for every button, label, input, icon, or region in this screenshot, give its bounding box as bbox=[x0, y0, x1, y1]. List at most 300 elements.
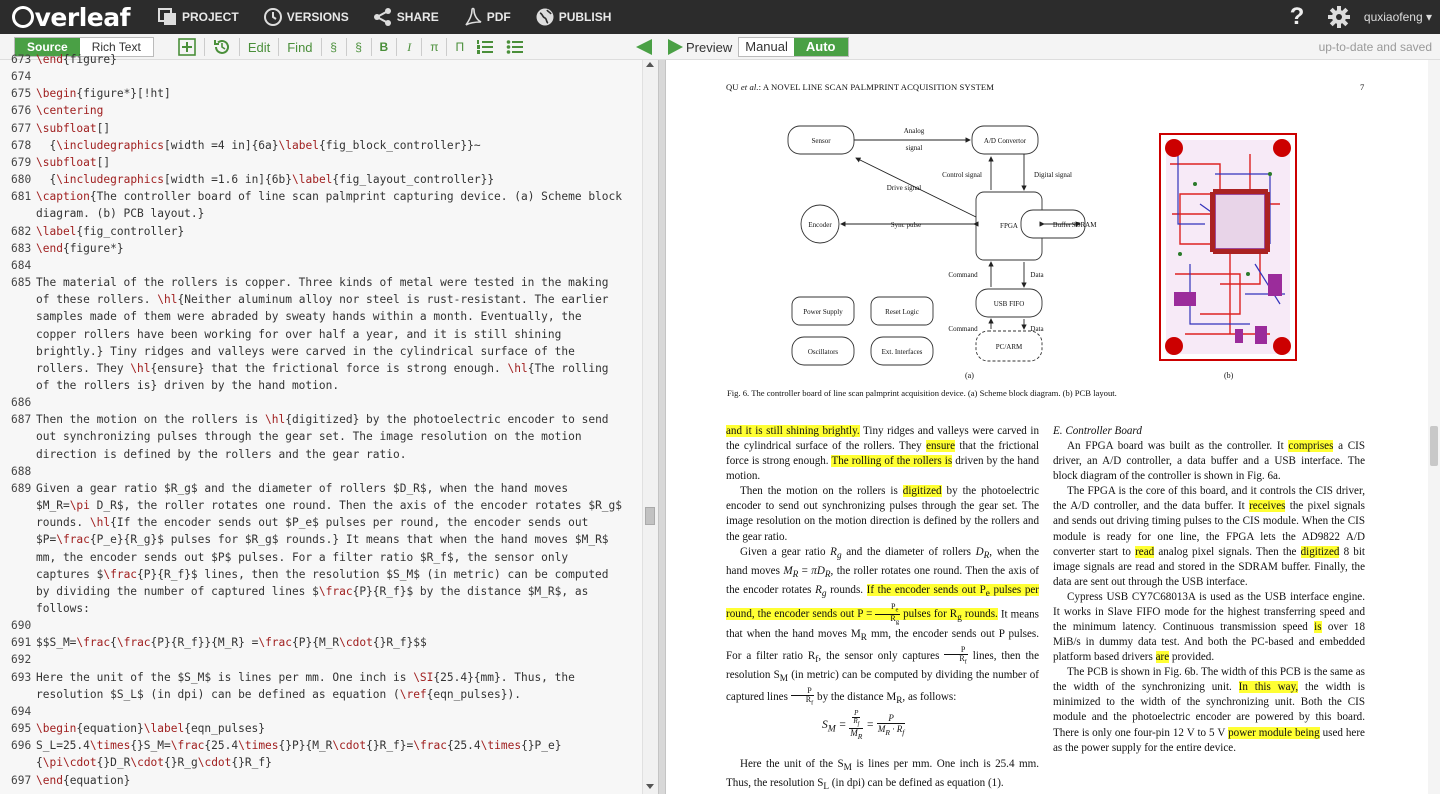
line-number bbox=[0, 549, 36, 566]
code-line[interactable] bbox=[0, 566, 640, 583]
project-icon bbox=[158, 8, 178, 26]
pdf-paragraph bbox=[1053, 439, 1365, 484]
code-text: brightly.} Tiny ridges and valleys were carved in the cylindrical surface of the bbox=[36, 344, 575, 358]
code-line[interactable] bbox=[0, 754, 640, 771]
code-text: samples made of them were abraded by sweaty hands within a month. Eventually, the bbox=[36, 310, 582, 324]
math-fraction: $\frac{P}{R_f}$ bbox=[791, 687, 815, 708]
code-line[interactable] bbox=[0, 326, 640, 343]
line-number: 682 bbox=[11, 224, 32, 238]
code-line[interactable] bbox=[0, 154, 640, 171]
figure-caption: Fig. 6. The controller board of line scan palmprint acquisition device. (a) Scheme block diagram. (b) PCB layout. bbox=[727, 388, 1117, 398]
latex-command: \end bbox=[36, 773, 63, 787]
latex-command: \frac bbox=[413, 739, 447, 753]
code-line[interactable] bbox=[0, 480, 640, 497]
line-number bbox=[0, 514, 36, 531]
code-line[interactable] bbox=[0, 617, 640, 634]
code-text: mm, the encoder sends out $P$ pulses. For a filter ratio $R_f$, the sensor only bbox=[36, 550, 569, 564]
latex-command: \includegraphics bbox=[56, 138, 165, 152]
pdf-paragraph bbox=[1053, 484, 1365, 590]
code-text: follows: bbox=[36, 602, 90, 615]
pdf-text: (in dpi) can be defined as equation (1). bbox=[829, 777, 1004, 790]
latex-command: \frac bbox=[56, 533, 90, 547]
line-number bbox=[0, 497, 36, 514]
diagram-usb-fifo-label: USB FIFO bbox=[993, 300, 1025, 308]
latex-command: \cdot bbox=[197, 756, 232, 770]
latex-command: \label bbox=[143, 722, 185, 736]
editor-scroll-thumb[interactable] bbox=[645, 507, 655, 525]
edit-menu-button[interactable]: Edit bbox=[247, 39, 271, 55]
latex-command: \frac bbox=[170, 739, 205, 753]
publish-label: PUBLISH bbox=[558, 10, 612, 24]
code-text bbox=[36, 463, 636, 480]
pdf-text: is lines per mm. One inch is 25.4 mm. Thus, the resolution S bbox=[726, 758, 1039, 790]
project-menu-button[interactable] bbox=[146, 0, 251, 34]
code-text: rounds. \hl{If the encoder sends out $P_e$ pulses per round, the encoder sends out bbox=[36, 516, 589, 530]
gear-icon bbox=[1328, 6, 1350, 28]
line-number: 686 bbox=[11, 396, 32, 410]
diagram-adc-label: A/D Convertor bbox=[983, 137, 1027, 145]
running-head-etal: et al. bbox=[740, 82, 759, 92]
highlighted-text: digitized bbox=[1300, 545, 1340, 558]
line-number: 677 bbox=[11, 121, 32, 135]
line-number: 676 bbox=[11, 104, 32, 118]
line-number: 688 bbox=[11, 464, 32, 478]
latex-command: \cdot bbox=[339, 636, 373, 650]
latex-command: \hl bbox=[157, 293, 178, 307]
diagram-signal-label: signal bbox=[905, 144, 923, 152]
line-number bbox=[0, 360, 36, 377]
code-text: $P=\frac{P_e}{R_g}$ pulses for $R_g$ rounds.} It means that when the hand moves $M_R$ bbox=[36, 533, 609, 547]
section-heading bbox=[1053, 424, 1365, 439]
code-line[interactable] bbox=[0, 205, 640, 222]
pdf-text: , when the hand moves bbox=[726, 545, 1039, 577]
pdf-text: by the photoelectric encoder to send out synchronizing pulses through the gear set. The image resolution on the motion direction is defined by the rollers and the gear ratio. bbox=[726, 485, 1039, 543]
math-text: R bbox=[815, 584, 822, 597]
pdf-text: Tiny ridges and valleys were carved in the cylindrical surface of the rollers. They bbox=[726, 425, 1039, 453]
line-number: 694 bbox=[11, 704, 32, 718]
code-text: of these rollers. \hl{Neither aluminum alloy nor steel is rust-resistant. The earlier bbox=[36, 293, 609, 307]
pdf-text: the width is minimized to the width of the synchronizing unit. Both the CIS module and the photoelectric encoder are powered by this board. There is only one four-pin 12 V to 5 V bbox=[1053, 681, 1365, 739]
latex-command: \frac bbox=[318, 584, 353, 598]
code-text: direction is defined by the rollers and the gear ratio. bbox=[36, 447, 407, 461]
top-right-group bbox=[1282, 0, 1440, 34]
diagram-data-label-1: Data bbox=[1030, 271, 1044, 279]
manual-compile-button[interactable]: Manual bbox=[739, 38, 794, 56]
code-text: \begin{equation}\label{eqn_pulses} bbox=[36, 722, 266, 736]
pdf-text: rounds. bbox=[961, 608, 998, 621]
pane-divider[interactable] bbox=[658, 60, 666, 794]
diagram-encoder-label: Encoder bbox=[808, 221, 832, 229]
preview-label: Preview bbox=[686, 39, 733, 55]
pdf-text: = bbox=[798, 564, 812, 577]
code-text: {\includegraphics[width =1.6 in]{6b}\label{fig_layout_controller}} bbox=[36, 173, 495, 187]
code-text bbox=[36, 257, 636, 274]
diagram-sensor-label: Sensor bbox=[811, 137, 831, 145]
pdf-text: The PCB is shown in Fig. 6b. The width of this PCB is the same as the width of the synchronizing unit. bbox=[1053, 666, 1365, 694]
code-line[interactable] bbox=[0, 411, 640, 428]
latex-command: \cdot bbox=[332, 739, 367, 753]
math-fraction: $\frac{\frac{P}{R_f}}{M_R}$ bbox=[850, 709, 863, 742]
latex-command: \includegraphics bbox=[56, 173, 165, 187]
logo-leaf-icon bbox=[12, 6, 34, 28]
code-line[interactable] bbox=[0, 720, 640, 737]
code-line[interactable] bbox=[0, 446, 640, 463]
latex-command: \hl bbox=[130, 361, 151, 375]
code-text bbox=[36, 68, 636, 85]
line-number bbox=[0, 583, 36, 600]
code-line[interactable] bbox=[0, 497, 640, 514]
pdf-label: PDF bbox=[486, 10, 511, 24]
line-number bbox=[0, 446, 36, 463]
highlighted-text: In this way, bbox=[1238, 681, 1299, 694]
highlighted-text: ensure bbox=[926, 440, 956, 453]
code-line[interactable] bbox=[0, 343, 640, 360]
display-math-button[interactable]: Π bbox=[455, 40, 465, 54]
latex-command: \SI bbox=[413, 670, 434, 684]
code-text: diagram. (b) PCB layout.} bbox=[36, 207, 205, 221]
pdf-text: the pixel signals and sends out driving timing pulses to the CIS module. When the CIS module is ready for one line, the FPGA lets the AD9822 A/D converter start to bbox=[1053, 500, 1366, 558]
pdf-text: Here the unit of the S bbox=[740, 758, 844, 770]
code-line[interactable] bbox=[0, 463, 640, 480]
history-icon bbox=[263, 7, 283, 27]
code-line[interactable] bbox=[0, 531, 640, 548]
latex-command: \cdot bbox=[130, 756, 165, 770]
code-line[interactable] bbox=[0, 257, 640, 274]
pdf-text: Given a gear ratio bbox=[740, 545, 831, 558]
line-number: 675 bbox=[11, 87, 32, 101]
math-text: πD bbox=[811, 564, 825, 577]
overleaf-logo[interactable] bbox=[12, 2, 130, 32]
code-text: by dividing the number of captured lines $\frac{P}{R_f}$ by the distance $M_R$, as bbox=[36, 584, 589, 598]
code-text: \end{figure} bbox=[36, 53, 117, 66]
logo-text: verleaf bbox=[34, 2, 130, 32]
diagram-power-supply-label: Power Supply bbox=[803, 308, 843, 316]
latex-command: \centering bbox=[36, 104, 104, 118]
code-text: \caption{The controller board of line scan palmprint capturing device. (a) Scheme block bbox=[36, 190, 622, 204]
code-line[interactable] bbox=[0, 428, 640, 445]
code-line[interactable] bbox=[0, 600, 640, 617]
code-line[interactable] bbox=[0, 85, 640, 102]
code-line[interactable] bbox=[0, 737, 640, 754]
code-line[interactable] bbox=[0, 669, 640, 686]
code-line[interactable] bbox=[0, 171, 640, 188]
highlighted-text: are bbox=[1155, 651, 1170, 664]
pdf-text: over 18 MiB/s in dummy data test. And both the PC-based and embedded platform based drivers bbox=[1053, 621, 1365, 664]
latex-command: \frac bbox=[76, 636, 111, 650]
play-icon bbox=[668, 39, 683, 55]
pdf-paragraph bbox=[726, 424, 1039, 484]
code-text: $$S_M=\frac{\frac{P}{R_f}}{M_R} =\frac{P}{M_R\cdot{}R_f}$$ bbox=[36, 636, 427, 650]
math-text: R bbox=[830, 545, 837, 558]
code-text: {\pi\cdot{}D_R\cdot{}R_g\cdot{}R_f} bbox=[36, 756, 272, 770]
pdf-text: , the sensor only captures bbox=[818, 649, 945, 662]
pdf-text: rounds. bbox=[826, 584, 867, 597]
rich-text-mode-button[interactable]: Rich Text bbox=[80, 38, 153, 56]
code-text: resolution $S_L$ (in dpi) can be defined as equation (\ref{eqn_pulses}). bbox=[36, 687, 521, 701]
pdf-paragraph bbox=[726, 484, 1039, 544]
diagram-analog-label: Analog bbox=[903, 127, 925, 135]
pdf-paragraph bbox=[1053, 590, 1365, 665]
pdf-paragraph bbox=[1053, 665, 1365, 755]
code-text bbox=[36, 651, 636, 668]
line-number: 679 bbox=[11, 155, 32, 169]
code-text: out synchronizing pulses through the gear set. The image resolution on the motion bbox=[36, 430, 582, 444]
help-icon[interactable]: ? bbox=[1289, 3, 1305, 30]
source-mode-button[interactable]: Source bbox=[15, 38, 80, 56]
pdf-text: a CIS driver, an A/D controller, a data buffer and a USB interface. The block diagram of the controller is shown in Fig. 6a. bbox=[1053, 440, 1365, 483]
code-text: of the rollers is} driven by the hand motion. bbox=[36, 378, 340, 392]
globe-icon bbox=[535, 7, 555, 27]
diagram-control-signal-label: Control signal bbox=[942, 171, 982, 179]
diagram-ext-interfaces-label: Ext. Interfaces bbox=[881, 348, 923, 356]
scroll-up-arrow-icon[interactable] bbox=[646, 62, 654, 67]
code-line[interactable] bbox=[0, 240, 640, 257]
recompile-preview-button[interactable] bbox=[668, 39, 732, 55]
pdf-toolbar bbox=[666, 34, 1440, 60]
diagram-buffer-label: Buffer bbox=[1052, 221, 1072, 229]
code-line[interactable] bbox=[0, 360, 640, 377]
latex-command: \label bbox=[278, 138, 319, 152]
code-line[interactable] bbox=[0, 188, 640, 205]
line-number: 678 bbox=[11, 138, 32, 152]
pdf-text: Cypress USB CY7C68013A is used as the USB interface engine. It works in Slave FIFO mode for the highest transferring speed and the minimum latency. Continuous transmission speed bbox=[1053, 590, 1365, 634]
code-text: Here the unit of the $S_M$ is lines per mm. One inch is \SI{25.4}{mm}. Thus, the bbox=[36, 670, 575, 684]
scroll-down-arrow-icon[interactable] bbox=[646, 784, 654, 789]
latex-command: \cdot bbox=[62, 756, 97, 770]
line-number: 696 bbox=[11, 739, 32, 753]
code-line[interactable] bbox=[0, 651, 640, 668]
code-line[interactable] bbox=[0, 308, 640, 325]
diagram-data-label-2: Data bbox=[1030, 325, 1044, 333]
code-text: Given a gear ratio $R_g$ and the diameter of rollers $D_R$, when the hand moves bbox=[36, 481, 569, 495]
line-number bbox=[0, 754, 36, 771]
pdf-left-column bbox=[726, 424, 1039, 710]
display-equation: $S_M$ = $\frac{\frac{P}{R_f}}{M_R}$ = $\frac{P}{M_R \cdot R_f}$ bbox=[822, 709, 905, 742]
code-line[interactable] bbox=[0, 291, 640, 308]
line-number bbox=[0, 326, 36, 343]
pcb-layout-image bbox=[1160, 134, 1296, 360]
latex-command: \label bbox=[36, 224, 77, 238]
line-number bbox=[0, 566, 36, 583]
code-text: S_L=25.4\times{}S_M=\frac{25.4\times{}P}{M_R\cdot{}R_f}=\frac{25.4\times{}P_e} bbox=[36, 739, 562, 753]
pdf-text: , the roller rotates one round. Then the axis of the encoder rotates bbox=[726, 564, 1039, 597]
running-head-title: : A NOVEL LINE SCAN PALMPRINT ACQUISITION SYSTEM bbox=[758, 82, 995, 92]
page-number: 7 bbox=[1360, 82, 1365, 92]
subsection-button[interactable]: § bbox=[355, 40, 362, 54]
math-text: D bbox=[975, 545, 984, 558]
code-line[interactable] bbox=[0, 514, 640, 531]
line-number: 673 bbox=[11, 53, 32, 66]
latex-command: \begin bbox=[36, 722, 77, 736]
code-text: $M_R=\pi D_R$, the roller rotates one round. Then the axis of the encoder rotates $R_g$ bbox=[36, 499, 623, 513]
line-number: 681 bbox=[11, 190, 32, 204]
code-text: The material of the rollers is copper. Three kinds of metal were tested in the making bbox=[36, 276, 609, 290]
subfigure-a-label: (a) bbox=[965, 371, 974, 380]
bold-button[interactable]: B bbox=[379, 40, 389, 54]
subfigure-b-label: (b) bbox=[1224, 371, 1234, 380]
diagram-drive-signal-label: Drive signal bbox=[886, 184, 922, 192]
latex-command: \frac bbox=[103, 567, 138, 581]
pdf-text: mm, the encoder sends out P pulses. For a filter ratio R bbox=[726, 627, 1040, 662]
share-button[interactable] bbox=[361, 0, 451, 34]
pdf-scroll-thumb[interactable] bbox=[1430, 426, 1438, 466]
versions-button[interactable] bbox=[251, 0, 361, 34]
math-fraction: $\frac{P}{M_R \cdot R_f}$ bbox=[877, 713, 905, 737]
latex-command: \end bbox=[36, 241, 63, 255]
user-menu[interactable]: quxiaofeng ▾ bbox=[1363, 10, 1432, 24]
pdf-icon bbox=[463, 7, 483, 27]
highlighted-text: and it is still shining brightly. bbox=[726, 425, 860, 437]
pdf-text: lines, then the resolution S bbox=[726, 649, 1039, 682]
code-text bbox=[36, 703, 636, 720]
latex-command: \pi bbox=[69, 499, 90, 513]
line-number: 680 bbox=[11, 173, 32, 187]
versions-label: VERSIONS bbox=[286, 10, 349, 24]
code-text: \end{equation} bbox=[36, 773, 131, 787]
code-line[interactable] bbox=[0, 772, 640, 789]
latex-command: \subfloat bbox=[36, 155, 97, 169]
line-number bbox=[0, 686, 36, 703]
pdf-preview[interactable] bbox=[666, 60, 1440, 794]
code-line[interactable] bbox=[0, 634, 640, 651]
section-title: Controller Board bbox=[1065, 425, 1142, 437]
code-line[interactable] bbox=[0, 549, 640, 566]
top-bar bbox=[0, 0, 1440, 34]
diagram-command-label-2: Command bbox=[948, 325, 978, 333]
code-text bbox=[36, 102, 636, 119]
code-line[interactable] bbox=[0, 137, 640, 154]
diagram-digital-signal-label: Digital signal bbox=[1034, 171, 1072, 179]
code-text: rollers. They \hl{ensure} that the frictional force is strong enough. \hl{The rolling bbox=[36, 361, 609, 375]
line-number bbox=[0, 343, 36, 360]
pdf-text: pulses for R bbox=[903, 608, 958, 621]
latex-command: \ref bbox=[399, 687, 427, 701]
compile-mode-toggle bbox=[738, 37, 848, 57]
section-button[interactable]: § bbox=[330, 40, 337, 54]
pdf-text: provided. bbox=[1169, 651, 1215, 664]
pdf-text: It means that when the hand moves M bbox=[726, 608, 1039, 640]
pdf-text: analog pixel signals. Then the bbox=[1154, 545, 1301, 558]
pdf-paragraph: Here the unit of the $S_M$ is lines per mm. One inch is 25.4 mm. Thus, the resolution $S_L$ (in dpi) can be defined as equation (1). bbox=[726, 758, 1039, 793]
find-button[interactable]: Find bbox=[287, 39, 313, 55]
code-text: Then the motion on the rollers is \hl{digitized} by the photoelectric encoder to send bbox=[36, 413, 609, 427]
source-editor[interactable] bbox=[0, 53, 658, 794]
pdf-paragraph: Given a gear ratio $R_g$ and the diameter of rollers $D_R$, when the hand moves $M_R = \pi D_R$, the roller rotates one round. Then the axis of the encoder rotates $R_g$ rounds. If the encoder sends out $P_e$ pulses per round, the encoder sends out P = $\frac{P_e}{R_g}$ pulses for $R_g$ rounds. It means that when the hand moves $M_R$ mm, the encoder sends out P pulses. For a filter ratio $R_f$, the sensor only captures $\frac{P}{R_f}$ lines, then the resolution $S_M$ (in metric) can be computed by dividing the number of captured lines $\frac{P}{R_f}$ by the distance $M_R$, as follows: bbox=[726, 545, 1040, 708]
top-nav bbox=[146, 0, 623, 34]
code-line[interactable] bbox=[0, 223, 640, 240]
pdf-text: , as follows: bbox=[902, 691, 957, 704]
code-text: \end{figure*} bbox=[36, 241, 124, 255]
code-line[interactable] bbox=[0, 394, 640, 411]
code-line[interactable] bbox=[0, 102, 640, 119]
running-head bbox=[726, 82, 994, 92]
italic-button[interactable]: I bbox=[407, 39, 412, 54]
line-number: 674 bbox=[11, 70, 32, 84]
latex-command: \times bbox=[89, 739, 131, 753]
pdf-text: An FPGA board was built as the controller. It bbox=[1067, 440, 1289, 453]
diagram-reset-logic-label: Reset Logic bbox=[885, 308, 919, 316]
line-number: 690 bbox=[11, 619, 32, 633]
line-number: 685 bbox=[11, 276, 32, 290]
line-number: 695 bbox=[11, 722, 32, 736]
highlighted-text: receives bbox=[1249, 500, 1286, 513]
line-number: 689 bbox=[11, 481, 32, 495]
pdf-text: 8 bit image signals are read and stored in the SDRAM buffer. Finally, the data are sent out through the USB interface. bbox=[1053, 545, 1365, 588]
math-fraction: $\frac{P}{R_f}$ bbox=[944, 646, 968, 667]
latex-command: \frac bbox=[116, 636, 151, 650]
diagram-pc-arm-label: PC/ARM bbox=[995, 343, 1023, 351]
code-line[interactable] bbox=[0, 68, 640, 85]
latex-command: \times bbox=[480, 739, 522, 753]
line-number: 693 bbox=[11, 670, 32, 684]
pdf-text: that the frictional force is strong enough. bbox=[726, 440, 1039, 468]
publish-button[interactable] bbox=[523, 0, 624, 34]
latex-command: \times bbox=[238, 739, 279, 753]
code-text: \begin{figure*}[!ht] bbox=[36, 87, 171, 101]
line-number bbox=[0, 531, 36, 548]
pdf-text: Then the motion on the rollers is bbox=[740, 485, 903, 498]
pdf-button[interactable] bbox=[451, 0, 523, 34]
code-line[interactable] bbox=[0, 274, 640, 291]
pdf-text: driven by the hand motion. bbox=[726, 455, 1039, 483]
latex-command: \frac bbox=[258, 636, 293, 650]
math-text: M bbox=[783, 564, 793, 577]
section-letter: E. bbox=[1053, 425, 1063, 437]
code-text: copper rollers have been working for over half a year, and it is still shining bbox=[36, 327, 562, 341]
highlighted-text: power module being bbox=[1228, 726, 1320, 739]
code-line[interactable] bbox=[0, 686, 640, 703]
line-number: 684 bbox=[11, 258, 32, 272]
code-text: captures $\frac{P}{R_f}$ lines, then the resolution $S_M$ (in metric) can be computed bbox=[36, 567, 609, 581]
running-head-author: QU bbox=[726, 82, 741, 92]
line-number bbox=[0, 308, 36, 325]
diagram-fpga-label: FPGA bbox=[1000, 222, 1018, 230]
code-line[interactable] bbox=[0, 120, 640, 137]
highlighted-text: digitized bbox=[902, 485, 942, 498]
line-number bbox=[0, 291, 36, 308]
project-label: PROJECT bbox=[182, 10, 239, 24]
highlighted-text: read bbox=[1135, 545, 1155, 558]
pdf-right-column bbox=[1053, 424, 1365, 756]
latex-command: \subfloat bbox=[36, 121, 97, 135]
highlighted-text: comprises bbox=[1288, 440, 1334, 453]
line-number: 692 bbox=[11, 653, 32, 667]
save-status: up-to-date and saved bbox=[1318, 40, 1432, 54]
pdf-text: If the encoder sends out P bbox=[866, 584, 986, 597]
auto-compile-button[interactable]: Auto bbox=[794, 38, 848, 56]
editor-scrollbar[interactable] bbox=[642, 60, 658, 794]
code-line[interactable] bbox=[0, 583, 640, 600]
share-label: SHARE bbox=[396, 10, 439, 24]
latex-command: \hl bbox=[507, 361, 528, 375]
line-number bbox=[0, 377, 36, 394]
line-number bbox=[0, 205, 36, 222]
line-number: 691 bbox=[11, 636, 32, 650]
highlighted-text: is bbox=[1314, 621, 1322, 634]
line-number: 683 bbox=[11, 241, 32, 255]
code-line[interactable] bbox=[0, 51, 640, 68]
pdf-text: (in metric) can be computed by dividing the number of captured lines bbox=[726, 669, 1039, 704]
inline-math-button[interactable]: π bbox=[430, 40, 439, 54]
line-number bbox=[0, 428, 36, 445]
settings-button[interactable] bbox=[1326, 4, 1352, 30]
code-text: \label{fig_controller} bbox=[36, 224, 185, 238]
code-line[interactable] bbox=[0, 703, 640, 720]
pdf-text: The FPGA is the core of this board, and it controls the CIS driver, the A/D controller, and the data buffer. It bbox=[1053, 485, 1365, 513]
code-line[interactable] bbox=[0, 377, 640, 394]
highlighted-text: If the encoder sends out $P_e$ pulses per round, the encoder sends out P = $\frac{P_e}{R_g}$ pulses for $R_g$ rounds. bbox=[726, 584, 1039, 626]
pdf-text: and the diameter of rollers bbox=[841, 545, 976, 558]
